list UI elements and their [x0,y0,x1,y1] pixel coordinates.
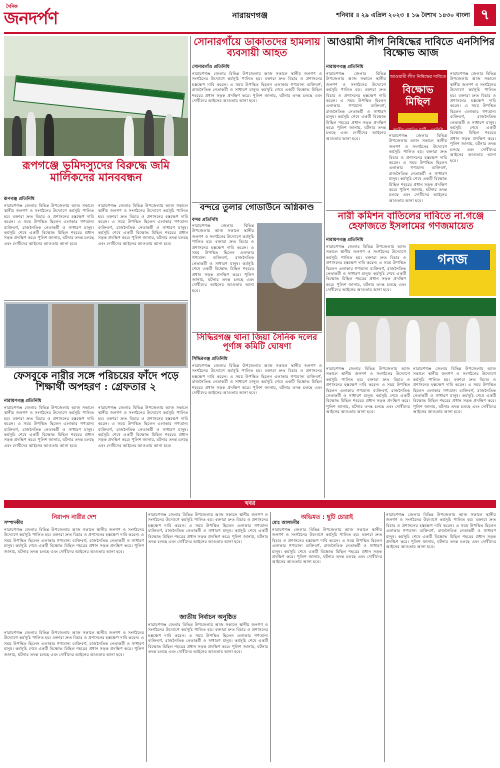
body-bandar: নারায়ণগঞ্জ জেলার বিভিন্ন উপজেলায় আজ সকালে স্থানীয় জনগণ ও সংগঠনের উদ্যোগে কর্মসূচি পালিত হয়। বক্তারা দ্রুত বিচার ও প্রশাসনের হস্তক্ষেপ দাবি করেন। এ সময় উপস্থিত ছিলেন এলাকার গণ্যমান্য ব্যক্তিবর্গ, রাজনৈতিক নেতাকর্মী ও সাধারণ মানুষ। কর্মসূচি শেষে একটি বিক্ষোভ মিছিল শহরের প্রধান সড়ক প্রদক্ষিণ করে। পুলিশ জানায়, ঘটনার তদন্ত চলছে এবং দোষীদের আইনের আওতায় আনা হবে। [192,223,254,293]
headline-bhumidosyu[interactable]: রূপগঞ্জে ভূমিদস্যুদের বিরুদ্ধে জমি মালিকদের মানববন্ধন [22,159,170,184]
headline-awami[interactable]: আওয়ামী লীগ নিষিদ্ধের দাবিতে এনসিপির বিক্ষোভ আজ [327,37,495,59]
byline-dakat: সোনারগাঁও প্রতিনিধি [192,65,230,70]
person-figure [436,322,450,362]
body-facebook-2: নারায়ণগঞ্জ জেলার বিভিন্ন উপজেলায় আজ সকালে স্থানীয় জনগণ ও সংগঠনের উদ্যোগে কর্মসূচি পালিত হয়। বক্তারা দ্রুত বিচার ও প্রশাসনের হস্তক্ষেপ দাবি করেন। এ সময় উপস্থিত ছিলেন এলাকার গণ্যমান্য ব্যক্তিবর্গ, রাজনৈতিক নেতাকর্মী ও সাধারণ মানুষ। কর্মসূচি শেষে একটি বিক্ষোভ মিছিল শহরের প্রধান সড়ক প্রদক্ষিণ করে। পুলিশ জানায়, ঘটনার তদন্ত চলছে এবং দোষীদের আইনের আওতায় আনা হবে। [98,405,188,448]
person-figure [406,320,420,362]
row-divider [326,210,496,211]
body-awami-2: নারায়ণগঞ্জ জেলার বিভিন্ন উপজেলায় আজ সকালে স্থানীয় জনগণ ও সংগঠনের উদ্যোগে কর্মসূচি পালিত হয়। বক্তারা দ্রুত বিচার ও প্রশাসনের হস্তক্ষেপ দাবি করেন। এ সময় উপস্থিত ছিলেন এলাকার গণ্যমান্য ব্যক্তিবর্গ, রাজনৈতিক নেতাকর্মী ও সাধারণ মানুষ। কর্মসূচি শেষে একটি বিক্ষোভ মিছিল শহরের প্রধান সড়ক প্রদক্ষিণ করে। পুলিশ জানায়, ঘটনার তদন্ত চলছে এবং দোষীদের আইনের আওতায় আনা হবে। [450,71,496,163]
ad-bikkhov-sub: জাতীয় নাগরিক পার্টি - এনসিপি [392,127,444,130]
person-figure [12,116,22,156]
suspect-face [98,304,140,366]
suspect-face [6,304,48,366]
person-figure [346,322,360,362]
column-divider [190,36,191,498]
person-figure [376,318,390,362]
body-bottom-left-4: নারায়ণগঞ্জ জেলার বিভিন্ন উপজেলায় আজ সকালে স্থানীয় জনগণ ও সংগঠনের উদ্যোগে কর্মসূচি পালিত হয়। বক্তারা দ্রুত বিচার ও প্রশাসনের হস্তক্ষেপ দাবি করেন। এ সময় উপস্থিত ছিলেন এলাকার গণ্যমান্য ব্যক্তিবর্গ, রাজনৈতিক নেতাকর্মী ও সাধারণ মানুষ। কর্মসূচি শেষে একটি বিক্ষোভ মিছিল শহরের প্রধান সড়ক প্রদক্ষিণ করে। পুলিশ জানায়, ঘটনার তদন্ত চলছে এবং দোষীদের আইনের আওতায় আনা হবে। [4,630,144,657]
row-divider [4,300,188,301]
person-figure [466,318,480,362]
headline-bandar[interactable]: বন্দরে তুলার গোডাউনে অগ্নিকাণ্ড [199,203,315,213]
protest-banner [13,75,185,119]
headline-dakat[interactable]: সোনারগাঁয়ে ডাকাতদের হামলায় ব্যবসায়ী আহত [193,37,321,59]
ad-bikkhov-top: আওয়ামী লীগ নিষিদ্ধের দাবিতে [389,75,447,80]
headline-nari[interactable]: নারী কমিশন বাতিলের দাবিতে না.গঞ্জে হেফাজতে ইসলামের গণজমায়েত [337,211,485,232]
masthead-small-label: দৈনিক [6,4,18,10]
headline-bottom-left[interactable]: নিরাপদ নারীর দেশ [51,514,97,521]
byline-bandar: বন্দর প্রতিনিধি [192,218,218,223]
headline-siddhirganj[interactable]: সিদ্ধিরগঞ্জ থানা জিয়া সৈনিক দলের পূর্ণাঙ্গ কমিটি ঘোষণা [196,333,318,352]
ad-ganaj[interactable] [409,244,496,296]
section-name: নারায়ণগঞ্জ [232,11,268,20]
section-band: খবর [4,500,496,508]
body-bottom-left-3: নারায়ণগঞ্জ জেলার বিভিন্ন উপজেলায় আজ সকালে স্থানীয় জনগণ ও সংগঠনের উদ্যোগে কর্মসূচি পালিত হয়। বক্তারা দ্রুত বিচার ও প্রশাসনের হস্তক্ষেপ দাবি করেন। এ সময় উপস্থিত ছিলেন এলাকার গণ্যমান্য ব্যক্তিবর্গ, রাজনৈতিক নেতাকর্মী ও সাধারণ মানুষ। কর্মসূচি শেষে একটি বিক্ষোভ মিছিল শহরের প্রধান সড়ক প্রদক্ষিণ করে। পুলিশ জানায়, ঘটনার তদন্ত চলছে এবং দোষীদের আইনের আওতায় আনা হবে। [148,622,268,655]
ad-ganaj-text: গনজ [415,250,490,270]
body-awami-1: নারায়ণগঞ্জ জেলার বিভিন্ন উপজেলায় আজ সকালে স্থানীয় জনগণ ও সংগঠনের উদ্যোগে কর্মসূচি পালিত হয়। বক্তারা দ্রুত বিচার ও প্রশাসনের হস্তক্ষেপ দাবি করেন। এ সময় উপস্থিত ছিলেন এলাকার গণ্যমান্য ব্যক্তিবর্গ, রাজনৈতিক নেতাকর্মী ও সাধারণ মানুষ। কর্মসূচি শেষে একটি বিক্ষোভ মিছিল শহরের প্রধান সড়ক প্রদক্ষিণ করে। পুলিশ জানায়, ঘটনার তদন্ত চলছে এবং দোষীদের আইনের আওতায় আনা হবে। [326,71,386,141]
headline-bottom-left-sub[interactable]: জাতীয় নির্বাচন অনুষ্ঠিত [179,614,237,621]
suspect-face [144,304,186,366]
body-nari-1: নারায়ণগঞ্জ জেলার বিভিন্ন উপজেলায় আজ সকালে স্থানীয় জনগণ ও সংগঠনের উদ্যোগে কর্মসূচি পালিত হয়। বক্তারা দ্রুত বিচার ও প্রশাসনের হস্তক্ষেপ দাবি করেন। এ সময় উপস্থিত ছিলেন এলাকার গণ্যমান্য ব্যক্তিবর্গ, রাজনৈতিক নেতাকর্মী ও সাধারণ মানুষ। কর্মসূচি শেষে একটি বিক্ষোভ মিছিল শহরের প্রধান সড়ক প্রদক্ষিণ করে। পুলিশ জানায়, ঘটনার তদন্ত চলছে এবং দোষীদের আইনের আওতায় আনা হবে। [326,244,406,293]
body-bottom-right: নারায়ণগঞ্জ জেলার বিভিন্ন উপজেলায় আজ সকালে স্থানীয় জনগণ ও সংগঠনের উদ্যোগে কর্মসূচি পালিত হয়। বক্তারা দ্রুত বিচার ও প্রশাসনের হস্তক্ষেপ দাবি করেন। এ সময় উপস্থিত ছিলেন এলাকার গণ্যমান্য ব্যক্তিবর্গ, রাজনৈতিক নেতাকর্মী ও সাধারণ মানুষ। কর্মসূচি শেষে একটি বিক্ষোভ মিছিল শহরের প্রধান সড়ক প্রদক্ষিণ করে। পুলিশ জানায়, ঘটনার তদন্ত চলছে এবং দোষীদের আইনের আওতায় আনা হবে। [386,512,496,550]
column-divider [146,512,147,762]
headline-bottom-mid[interactable]: অভিমত : ছুটি চোরাই [300,514,354,521]
protest-photo [4,36,188,156]
column-divider [384,512,385,762]
byline-facebook: নারায়ণগঞ্জ প্রতিনিধি [4,399,42,404]
person-figure [144,110,154,156]
person-figure [124,116,134,156]
body-bottom-mid: নারায়ণগঞ্জ জেলার বিভিন্ন উপজেলায় আজ সকালে স্থানীয় জনগণ ও সংগঠনের উদ্যোগে কর্মসূচি পালিত হয়। বক্তারা দ্রুত বিচার ও প্রশাসনের হস্তক্ষেপ দাবি করেন। এ সময় উপস্থিত ছিলেন এলাকার গণ্যমান্য ব্যক্তিবর্গ, রাজনৈতিক নেতাকর্মী ও সাধারণ মানুষ। কর্মসূচি শেষে একটি বিক্ষোভ মিছিল শহরের প্রধান সড়ক প্রদক্ষিণ করে। পুলিশ জানায়, ঘটনার তদন্ত চলছে এবং দোষীদের আইনের আওতায় আনা হবে। [272,527,382,565]
body-awami-3: নারায়ণগঞ্জ জেলার বিভিন্ন উপজেলায় আজ সকালে স্থানীয় জনগণ ও সংগঠনের উদ্যোগে কর্মসূচি পালিত হয়। বক্তারা দ্রুত বিচার ও প্রশাসনের হস্তক্ষেপ দাবি করেন। এ সময় উপস্থিত ছিলেন এলাকার গণ্যমান্য ব্যক্তিবর্গ, রাজনৈতিক নেতাকর্মী ও সাধারণ মানুষ। কর্মসূচি শেষে একটি বিক্ষোভ মিছিল শহরের প্রধান সড়ক প্রদক্ষিণ করে। পুলিশ জানায়, ঘটনার তদন্ত চলছে এবং দোষীদের আইনের আওতায় আনা হবে। [389,133,447,203]
person-figure [26,112,36,156]
smoke-area [271,253,307,289]
page-number: ৭ [474,4,496,26]
body-bhumidosyu-1: নারায়ণগঞ্জ জেলার বিভিন্ন উপজেলায় আজ সকালে স্থানীয় জনগণ ও সংগঠনের উদ্যোগে কর্মসূচি পালিত হয়। বক্তারা দ্রুত বিচার ও প্রশাসনের হস্তক্ষেপ দাবি করেন। এ সময় উপস্থিত ছিলেন এলাকার গণ্যমান্য ব্যক্তিবর্গ, রাজনৈতিক নেতাকর্মী ও সাধারণ মানুষ। কর্মসূচি শেষে একটি বিক্ষোভ মিছিল শহরের প্রধান সড়ক প্রদক্ষিণ করে। পুলিশ জানায়, ঘটনার তদন্ত চলছে এবং দোষীদের আইনের আওতায় আনা হবে। [4,203,94,246]
body-nari-3: নারায়ণগঞ্জ জেলার বিভিন্ন উপজেলায় আজ সকালে স্থানীয় জনগণ ও সংগঠনের উদ্যোগে কর্মসূচি পালিত হয়। বক্তারা দ্রুত বিচার ও প্রশাসনের হস্তক্ষেপ দাবি করেন। এ সময় উপস্থিত ছিলেন এলাকার গণ্যমান্য ব্যক্তিবর্গ, রাজনৈতিক নেতাকর্মী ও সাধারণ মানুষ। কর্মসূচি শেষে একটি বিক্ষোভ মিছিল শহরের প্রধান সড়ক প্রদক্ষিণ করে। পুলিশ জানায়, ঘটনার তদন্ত চলছে এবং দোষীদের আইনের আওতায় আনা হবে। [413,366,496,415]
stage-banner [326,298,496,316]
byline-bottom-left: সম্পাদকীয় [4,521,23,526]
fire-photo [257,223,322,331]
row-divider [192,202,322,203]
sky-area [4,36,188,76]
body-bottom-left-2: নারায়ণগঞ্জ জেলার বিভিন্ন উপজেলায় আজ সকালে স্থানীয় জনগণ ও সংগঠনের উদ্যোগে কর্মসূচি পালিত হয়। বক্তারা দ্রুত বিচার ও প্রশাসনের হস্তক্ষেপ দাবি করেন। এ সময় উপস্থিত ছিলেন এলাকার গণ্যমান্য ব্যক্তিবর্গ, রাজনৈতিক নেতাকর্মী ও সাধারণ মানুষ। কর্মসূচি শেষে একটি বিক্ষোভ মিছিল শহরের প্রধান সড়ক প্রদক্ষিণ করে। পুলিশ জানায়, ঘটনার তদন্ত চলছে এবং দোষীদের আইনের আওতায় আনা হবে। [148,512,268,545]
suspects-photo [4,302,188,368]
hefazat-photo [326,298,496,362]
body-dakat: নারায়ণগঞ্জ জেলার বিভিন্ন উপজেলায় আজ সকালে স্থানীয় জনগণ ও সংগঠনের উদ্যোগে কর্মসূচি পালিত হয়। বক্তারা দ্রুত বিচার ও প্রশাসনের হস্তক্ষেপ দাবি করেন। এ সময় উপস্থিত ছিলেন এলাকার গণ্যমান্য ব্যক্তিবর্গ, রাজনৈতিক নেতাকর্মী ও সাধারণ মানুষ। কর্মসূচি শেষে একটি বিক্ষোভ মিছিল শহরের প্রধান সড়ক প্রদক্ষিণ করে। পুলিশ জানায়, ঘটনার তদন্ত চলছে এবং দোষীদের আইনের আওতায় আনা হবে। [192,71,322,104]
masthead-title: জনদর্পণ [4,9,58,29]
byline-siddhirganj: সিদ্ধিরগঞ্জ প্রতিনিধি [192,357,228,362]
ad-bikkhov-main: বিক্ষোভ মিছিল [402,85,434,108]
suspect-face [52,304,94,366]
dateline: শনিবার ॥ ২৯ এপ্রিল ২০২৩ ॥ ১৬ বৈশাখ ১৪৩০ বাংলা [336,12,470,19]
body-nari-2: নারায়ণগঞ্জ জেলার বিভিন্ন উপজেলায় আজ সকালে স্থানীয় জনগণ ও সংগঠনের উদ্যোগে কর্মসূচি পালিত হয়। বক্তারা দ্রুত বিচার ও প্রশাসনের হস্তক্ষেপ দাবি করেন। এ সময় উপস্থিত ছিলেন এলাকার গণ্যমান্য ব্যক্তিবর্গ, রাজনৈতিক নেতাকর্মী ও সাধারণ মানুষ। কর্মসূচি শেষে একটি বিক্ষোভ মিছিল শহরের প্রধান সড়ক প্রদক্ষিণ করে। পুলিশ জানায়, ঘটনার তদন্ত চলছে এবং দোষীদের আইনের আওতায় আনা হবে। [326,366,410,415]
headline-facebook[interactable]: ফেসবুকে নারীর সঙ্গে পরিচয়ের ফাঁদে পড়ে শিক্ষার্থী অপহরণ : গ্রেফতার ২ [13,371,179,393]
body-facebook-1: নারায়ণগঞ্জ জেলার বিভিন্ন উপজেলায় আজ সকালে স্থানীয় জনগণ ও সংগঠনের উদ্যোগে কর্মসূচি পালিত হয়। বক্তারা দ্রুত বিচার ও প্রশাসনের হস্তক্ষেপ দাবি করেন। এ সময় উপস্থিত ছিলেন এলাকার গণ্যমান্য ব্যক্তিবর্গ, রাজনৈতিক নেতাকর্মী ও সাধারণ মানুষ। কর্মসূচি শেষে একটি বিক্ষোভ মিছিল শহরের প্রধান সড়ক প্রদক্ষিণ করে। পুলিশ জানায়, ঘটনার তদন্ত চলছে এবং দোষীদের আইনের আওতায় আনা হবে। [4,405,94,448]
byline-awami: নারায়ণগঞ্জ প্রতিনিধি [326,65,364,70]
building-area [257,283,322,331]
column-divider [324,36,325,498]
person-figure [44,114,54,156]
byline-bhumidosyu: রূপগঞ্জ প্রতিনিধি [4,197,35,202]
byline-nari: নারায়ণগঞ্জ প্রতিনিধি [326,238,364,243]
masthead-logo[interactable] [4,4,96,30]
body-bhumidosyu-2: নারায়ণগঞ্জ জেলার বিভিন্ন উপজেলায় আজ সকালে স্থানীয় জনগণ ও সংগঠনের উদ্যোগে কর্মসূচি পালিত হয়। বক্তারা দ্রুত বিচার ও প্রশাসনের হস্তক্ষেপ দাবি করেন। এ সময় উপস্থিত ছিলেন এলাকার গণ্যমান্য ব্যক্তিবর্গ, রাজনৈতিক নেতাকর্মী ও সাধারণ মানুষ। কর্মসূচি শেষে একটি বিক্ষোভ মিছিল শহরের প্রধান সড়ক প্রদক্ষিণ করে। পুলিশ জানায়, ঘটনার তদন্ত চলছে এবং দোষীদের আইনের আওতায় আনা হবে। [98,203,188,246]
masthead-rule [4,32,496,34]
byline-bottom-mid: মোঃ আলমগীর [272,521,300,526]
body-bottom-left-1: নারায়ণগঞ্জ জেলার বিভিন্ন উপজেলায় আজ সকালে স্থানীয় জনগণ ও সংগঠনের উদ্যোগে কর্মসূচি পালিত হয়। বক্তারা দ্রুত বিচার ও প্রশাসনের হস্তক্ষেপ দাবি করেন। এ সময় উপস্থিত ছিলেন এলাকার গণ্যমান্য ব্যক্তিবর্গ, রাজনৈতিক নেতাকর্মী ও সাধারণ মানুষ। কর্মসূচি শেষে একটি বিক্ষোভ মিছিল শহরের প্রধান সড়ক প্রদক্ষিণ করে। পুলিশ জানায়, ঘটনার তদন্ত চলছে এবং দোষীদের আইনের আওতায় আনা হবে। [4,527,144,554]
column-divider [270,512,271,762]
ad-bikkhov[interactable] [389,70,447,130]
ad-bikkhov-stripe [398,113,438,123]
person-figure [164,114,174,156]
body-siddhirganj: নারায়ণগঞ্জ জেলার বিভিন্ন উপজেলায় আজ সকালে স্থানীয় জনগণ ও সংগঠনের উদ্যোগে কর্মসূচি পালিত হয়। বক্তারা দ্রুত বিচার ও প্রশাসনের হস্তক্ষেপ দাবি করেন। এ সময় উপস্থিত ছিলেন এলাকার গণ্যমান্য ব্যক্তিবর্গ, রাজনৈতিক নেতাকর্মী ও সাধারণ মানুষ। কর্মসূচি শেষে একটি বিক্ষোভ মিছিল শহরের প্রধান সড়ক প্রদক্ষিণ করে। পুলিশ জানায়, ঘটনার তদন্ত চলছে এবং দোষীদের আইনের আওতায় আনা হবে। [192,363,322,396]
row-divider [192,332,322,333]
banner-stripe [16,76,184,100]
